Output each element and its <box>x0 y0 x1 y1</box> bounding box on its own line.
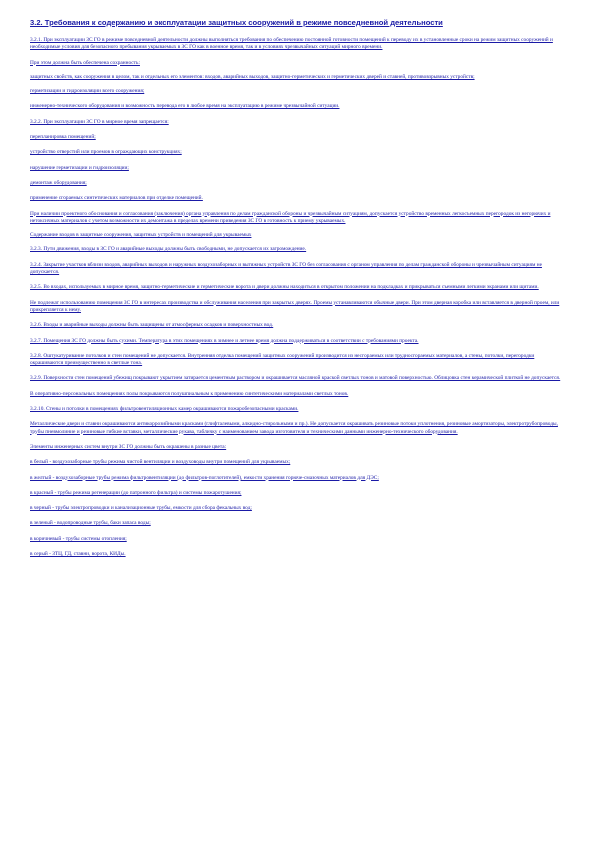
paragraph-color-gray: в серый - ЗТЦ, ГД, ставни, ворота, КИДы. <box>30 550 126 557</box>
paragraph-3-2-9: 3.2.9. Поверхности стен помещений убежищ покрывают укрытием затирается цементным раствором и окрашивается масляной краской светлых тонов и матовой поверхностью. Облицовка стен керамической плиткой не допускается. <box>30 375 561 382</box>
paragraph-color-brown: в коричневый - трубы системы отопления; <box>30 535 127 542</box>
paragraph-protective-properties: защитных свойств, как сооружения в целом, так и отдельных его элементов: входов, аварийных выходов, защитно-герметических и герметических дверей и ставней, противовзрывных устройств; <box>30 73 475 80</box>
paragraph-3-2-4: 3.2.4. Закрытие участков вблизи входов, аварийных выходов и наружных воздухозаборных и вытяжных устройств ЗС ГО без согласования с органом управления по делам гражданской обороны и чрезвычайным ситуациям не допускается. <box>30 261 542 276</box>
paragraph-color-white: в белый - воздухозаборные трубы режима чистой вентиляции и воздуховоды внутри помещений для укрываемых; <box>30 459 291 466</box>
paragraph-prohibited-replanning: перепланировка помещений; <box>30 134 96 141</box>
paragraph-3-2-3: 3.2.3. Пути движения, входы в ЗС ГО и аварийные выходы должны быть свободными, не допускается их загромождение. <box>30 246 307 253</box>
paragraph-floors: В оперативно-персональных помещениях полы покрываются полушпиальным к применению синтетическими материалами светлых тонов. <box>30 390 349 397</box>
paragraph-color-black: в черный - трубы электропроводки и канализационные трубы, емкости для сбора фекальных вод; <box>30 505 252 512</box>
paragraph-prohibited-openings: устройство отверстий или проемов в ограждающих конструкциях; <box>30 149 182 156</box>
paragraph-prohibited-sealing-violation: нарушение герметизации и гидроизоляции; <box>30 164 129 171</box>
paragraph-color-green: в зеленый - водопроводные трубы, баки запаса воды; <box>30 520 151 527</box>
paragraph-prohibited-materials: применение сгораемых синтетических материалов при отделке помещений. <box>30 195 203 202</box>
paragraph-3-2-10: 3.2.10. Стены и потолки в помещениях фильтровентиляционных камер окрашиваются пожаробезопасными красками. <box>30 406 299 413</box>
paragraph-use-restrictions: Не подлежат использованию помещения ЗС ГО в интересах производства и обслуживания населения при закрытых дверях. Проемы устанавливаются обычные двери. При этом дверная коробка или вставляется в дверной проем, или прикрепляется к нему. <box>30 299 560 313</box>
paragraph-3-2-7: 3.2.7. Помещения ЗС ГО должны быть сухими. Температура в этих помещениях в зимнее и летнее время должна поддерживаться в соответствии с требованиями проекта. <box>30 337 419 344</box>
paragraph-partitions: При наличии проектного обоснования и согласования (заключения) органа управления по делам гражданской обороны и чрезвычайным ситуациям, допускается устройство временных легкосъемных перегородок из негорючих и нетоксичных материалов с учетом возможности их демонтажа в пределах времени приведения ЗС ГО в готовность к приему укрываемых. <box>30 210 551 224</box>
section-title: 3.2. Требования к содержанию и эксплуатации защитных сооружений в режиме повседневной деятельности <box>30 18 443 27</box>
paragraph-color-yellow: в желтый - воздухозаборные трубы режима фильтровентиляции (до фильтров-поглотителей), емкости хранения горюче-смазочных материалов для ДЭС; <box>30 474 379 481</box>
paragraph-metal-doors: Металлические двери и ставни окрашиваются антикоррозийными красками (глифталевыми, алкидно-стирольными и пр.). Не допускается окрашивать резиновые потоки уплотнения, резиновые амортизаторы, электротрубопроводы, трубы пневмолиние и резиновые гибкие вставки, металлические рукава, табличку с наименованием завода изготовителя и техническими данными инженерно-технического оборудования. <box>30 421 558 435</box>
paragraph-color-red: в красный - трубы режима регенерации (до патронного фильтра) и системы пожаротушения; <box>30 489 242 496</box>
paragraph-sealing: герметизации и гидроизоляции всего сооружения; <box>30 88 145 95</box>
paragraph-color-coding-intro: Элементы инженерных систем внутри ЗС ГО должны быть окрашены в разные цвета: <box>30 443 227 450</box>
paragraph-3-2-2: 3.2.2. При эксплуатации ЗС ГО в мирное время запрещается: <box>30 118 169 125</box>
paragraph-3-2-8: 3.2.8. Оштукатуривание потолков и стен помещений не допускается. Внутренняя отделка помещений защитных сооружений производится из несгораемых или трудносгораемых материалов, а стены, потолки, перегородки окрашиваются преимущественно в светлые тона. <box>30 352 535 367</box>
subsection-heading-entrances: Содержание входов в защитные сооружения, защитных устройств и помещений для укрываемых <box>30 232 252 239</box>
paragraph-prohibited-dismantling: демонтаж оборудования; <box>30 179 87 186</box>
paragraph-preservation-intro: При этом должна быть обеспечена сохранность: <box>30 59 140 66</box>
paragraph-3-2-5: 3.2.5. Во входах, используемых в мирное время, защитно-герметические и герметические ворота и двери должны находиться в открытом положении на подкладках и прикрываться съемными легкими экранами или щитами. <box>30 284 539 291</box>
paragraph-equipment: инженерно-технического оборудования и возможность перевода его в любое время на эксплуатацию в режиме чрезвычайной ситуации. <box>30 103 340 110</box>
paragraph-3-2-1: 3.2.1. При эксплуатации ЗС ГО в режиме повседневной деятельности должны выполняться требования по обеспечению постоянной готовности помещений к переводу их в установленные сроки на режим защитных сооружений и необходимые условия для безопасного пребывания укрываемых в ЗС ГО как в военное время, так и в условиях чрезвычайных ситуаций мирного времени. <box>30 37 553 51</box>
paragraph-3-2-6: 3.2.6. Входы и аварийные выходы должны быть защищены от атмосферных осадков и поверхностных вод. <box>30 322 274 329</box>
